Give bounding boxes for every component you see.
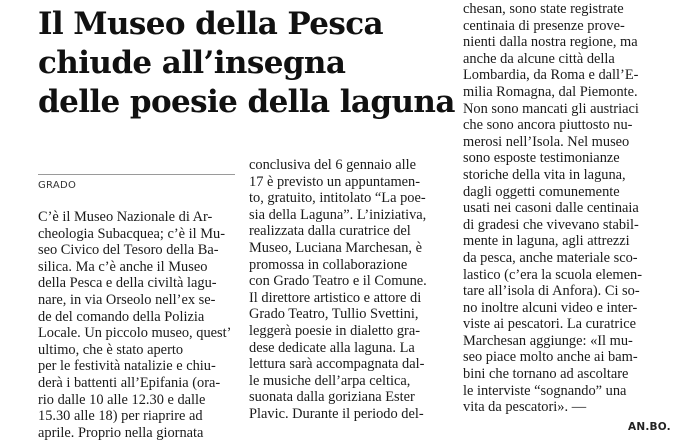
text-line: usati nei casoni dalle centinaia bbox=[463, 200, 639, 217]
text-line: sia della Laguna”. L’iniziativa, bbox=[249, 206, 427, 223]
text-line: Museo, Luciana Marchesan, è bbox=[249, 239, 423, 256]
text-line: derà i battenti all’Epifania (ora- bbox=[38, 374, 221, 391]
article-headline bbox=[38, 5, 455, 122]
text-line: le musiche dell’arpa celtica, bbox=[249, 372, 411, 389]
text-line: di gradesi che vivevano stabil- bbox=[463, 216, 639, 233]
text-line: da pesca, anche materiale sco- bbox=[463, 249, 638, 266]
text-line: le interviste “sognando” una bbox=[463, 382, 627, 399]
text-line: conclusiva del 6 gennaio alle bbox=[249, 157, 417, 173]
text-line: Marchesan aggiunge: «Il mu- bbox=[463, 332, 633, 349]
text-line: Lombardia, da Roma e dall’E- bbox=[463, 67, 639, 84]
headline-line: Il Museo della Pesca bbox=[38, 6, 384, 42]
text-line: no inoltre alcuni video e inter- bbox=[463, 299, 638, 316]
text-line: lastico (c’era la scuola elemen- bbox=[463, 266, 642, 283]
text-line: mente in laguna, agli attrezzi bbox=[463, 233, 630, 250]
text-line: bini che tornano ad ascoltare bbox=[463, 366, 629, 383]
text-line: nienti dalla nostra regione, ma bbox=[463, 34, 638, 51]
headline-line: chiude all’insegna bbox=[38, 45, 346, 81]
text-line: dese dedicate alla laguna. La bbox=[249, 339, 415, 356]
text-line: Locale. Un piccolo museo, quest’ bbox=[38, 325, 232, 342]
text-line: merosi nell’Isola. Nel museo bbox=[463, 133, 630, 150]
text-line: sono esposte testimonianze bbox=[463, 150, 620, 167]
text-line: lettura sarà accompagnata dal- bbox=[249, 356, 425, 373]
text-line: viste ai pescatori. La curatrice bbox=[463, 316, 636, 333]
text-line: centinaia di presenze prove- bbox=[463, 17, 625, 34]
text-line: 15.30 alle 18) per riaprire ad bbox=[38, 408, 203, 425]
text-line: Plavic. Durante il periodo del- bbox=[249, 405, 424, 422]
text-line: suonata dalla goriziana Ester bbox=[249, 389, 415, 406]
text-line: aprile. Proprio nella giornata bbox=[38, 424, 204, 441]
text-line: de del comando della Polizia bbox=[38, 308, 205, 325]
text-line: realizzata dalla curatrice del bbox=[249, 223, 411, 240]
text-line: tare all’isola di Anfora). Ci so- bbox=[463, 283, 640, 300]
headline-line: delle poesie della laguna bbox=[38, 84, 455, 120]
article-column-1 bbox=[38, 209, 238, 441]
text-line: seo piace molto anche ai bam- bbox=[463, 349, 638, 366]
text-line: ultimo, che è stato aperto bbox=[38, 341, 184, 358]
article-column-2 bbox=[249, 157, 445, 423]
text-line: vita da pescatori». — bbox=[463, 399, 587, 416]
text-line: che sono ancora piuttosto nu- bbox=[463, 117, 633, 134]
text-line: dagli oggetti comunemente bbox=[463, 183, 620, 200]
text-line: con Grado Teatro e il Comune. bbox=[249, 273, 427, 290]
article-column-3 bbox=[463, 1, 673, 416]
text-line: nare, in via Orseolo nell’ex se- bbox=[38, 291, 216, 308]
text-line: della Pesca e della civiltà lagu- bbox=[38, 275, 217, 292]
section-divider bbox=[38, 174, 235, 175]
text-line: anche da alcune città della bbox=[463, 50, 615, 67]
text-line: Grado Teatro, Tullio Svettini, bbox=[249, 306, 419, 323]
text-line: C’è il Museo Nazionale di Ar- bbox=[38, 209, 213, 225]
text-line: milia Romagna, dal Piemonte. bbox=[463, 83, 638, 100]
text-line: storiche della vita in laguna, bbox=[463, 166, 626, 183]
author-signature: AN.BO. bbox=[628, 421, 671, 433]
text-line: chesan, sono state registrate bbox=[463, 1, 624, 17]
text-line: promossa in collaborazione bbox=[249, 256, 408, 273]
text-line: Non sono mancati gli austriaci bbox=[463, 100, 639, 117]
text-line: cheologia Subacquea; c’è il Mu- bbox=[38, 225, 226, 242]
section-kicker: GRADO bbox=[38, 180, 77, 191]
text-line: to, gratuito, intitolato “La poe- bbox=[249, 190, 426, 207]
text-line: Il direttore artistico e attore di bbox=[249, 289, 422, 306]
text-line: leggerà poesie in dialetto gra- bbox=[249, 322, 421, 339]
text-line: 17 è previsto un appuntamen- bbox=[249, 173, 421, 190]
text-line: rio dalle 10 alle 12.30 e dalle bbox=[38, 391, 206, 408]
text-line: per le festività natalizie e chiu- bbox=[38, 358, 216, 375]
text-line: seo Civico del Tesoro della Ba- bbox=[38, 242, 219, 259]
text-line: silica. Ma c’è anche il Museo bbox=[38, 258, 208, 275]
